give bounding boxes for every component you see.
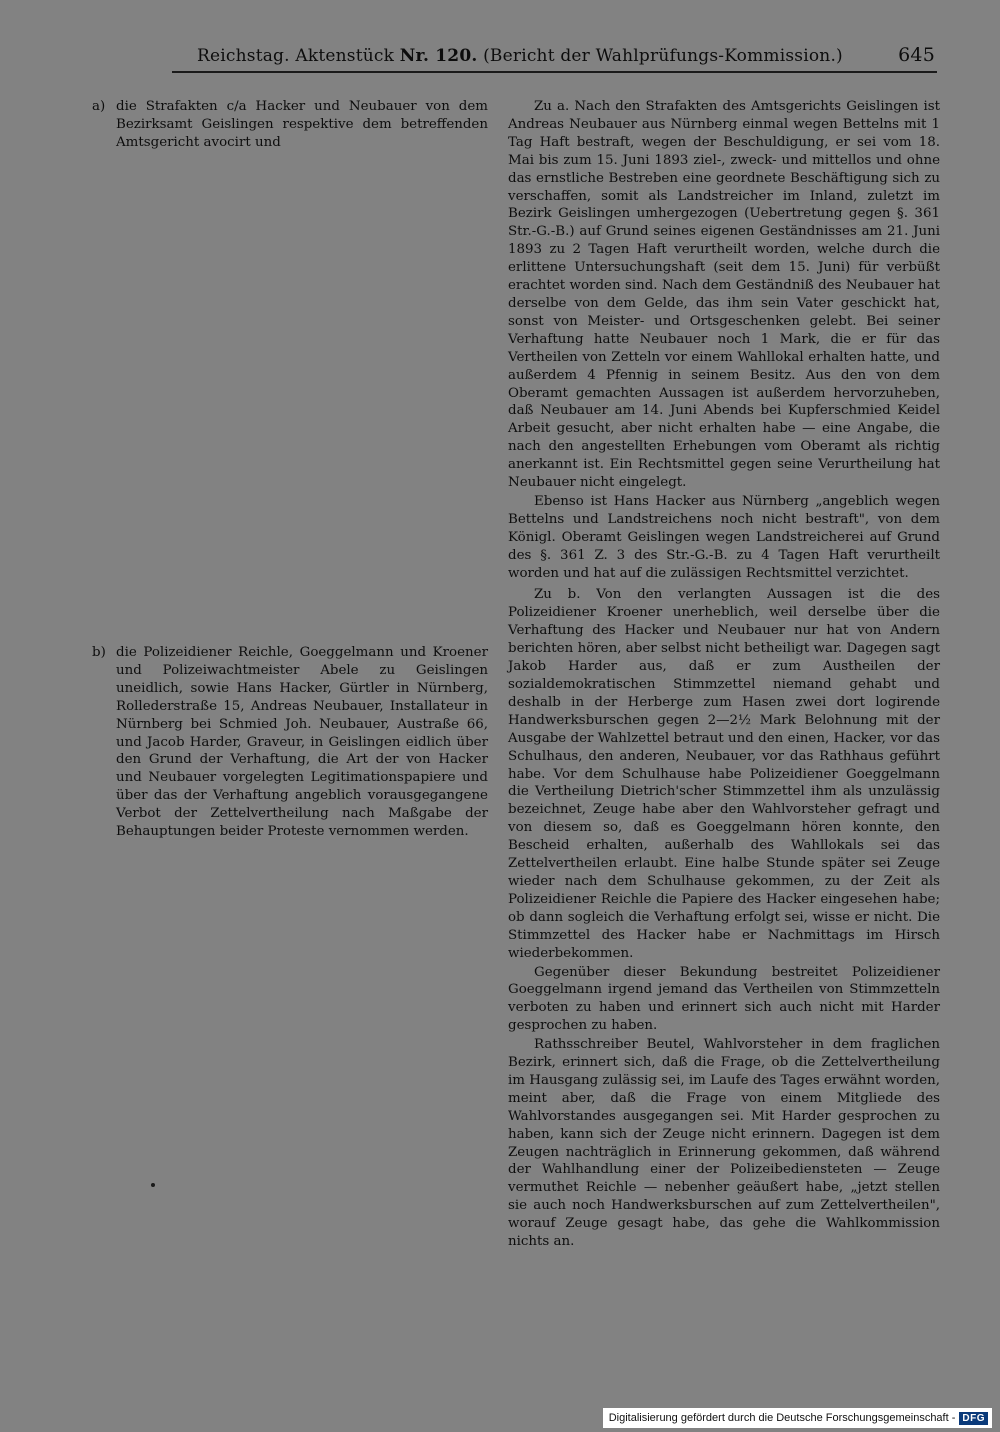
item-text: die Polizeidiener Reichle, Goeggelmann und Kroener und Polizeiwachtmeister Abele zu Geislingen uneidlich, sowie Hans Hacker, Gürtler in Nürnberg, Rollederstraße 15, Andreas Neubauer, Installateur in Nürnberg bei Schmied Joh. Neubauer, Austraße 66, und Jacob Harder, Graveur, in Geislingen eidlich über den Grund der Verhaftung, die Art der von Hacker und Neubauer vorgelegten Legitimationspapiere und über das der Verhaftung angeblich vorausgegangene Verbot der Zettelvertheilung nach Maßgabe der Behauptungen beider Proteste vernommen werden.	[116, 645, 488, 840]
item-marker: a)	[92, 99, 106, 114]
right-column	[508, 98, 940, 1251]
left-column-item-b	[92, 644, 488, 841]
header-document-number: Nr. 120.	[399, 46, 478, 66]
list-item	[92, 644, 488, 841]
running-header	[172, 44, 937, 72]
paragraph: Gegenüber dieser Bekundung bestreitet Polizeidiener Goeggelmann irgend jemand das Vertheilen von Stimmzetteln verboten zu haben und erinnert sich auch nicht mit Harder gesprochen zu haben.	[508, 964, 940, 1034]
header-prefix: Reichstag. Aktenstück	[197, 46, 400, 66]
left-column-item-a	[92, 98, 488, 152]
paragraph: Zu b. Von den verlangten Aussagen ist die des Polizeidiener Kroener unerheblich, weil derselbe über die Verhaftung des Hacker und Neubauer nur hat von Andern berichten hören, aber selbst nicht betheiligt war. Dagegen sagt Jakob Harder aus, daß er zum Austheilen der sozialdemokratischen Stimmzettel niemand gehabt und deshalb in der Herberge zum Hasen zwei dort logirende Handwerksburschen gegen 2—2½ Mark Belohnung mit der Ausgabe der Wahlzettel betraut und den einen, Hacker, vor das Schulhaus, den anderen, Neubauer, vor das Rathhaus geführt habe. Vor dem Schulhause habe Polizeidiener Goeggelmann die Vertheilung Dietrich'scher Stimmzettel ihm als unzulässig bezeichnet, Zeuge habe aber den Wahlvorsteher gefragt und von diesem so, daß es Goeggelmann hören konnte, den Bescheid erhalten, außerhalb des Wahllokals sei das Zettelvertheilen erlaubt. Eine halbe Stunde später sei Zeuge wieder nach dem Schulhause gekommen, zu der Zeit als Polizeidiener Reichle die Papiere des Hacker eingesehen habe; ob dann sogleich die Verhaftung erfolgt sei, wisse er nicht. Die Stimmzettel des Hacker habe er Nachmittags im Hirsch wiederbekommen.	[508, 587, 940, 961]
list-item	[92, 98, 488, 152]
paragraph: Ebenso ist Hans Hacker aus Nürnberg „angeblich wegen Bettelns und Landstreichens noch nicht bestraft", von dem Königl. Oberamt Geislingen wegen Landstreicherei auf Grund des §. 361 Z. 3 des Str.-G.-B. zu 4 Tagen Haft verurtheilt worden und hat auf die zulässigen Rechtsmittel verzichtet.	[508, 493, 940, 581]
digitization-footer	[603, 1408, 992, 1428]
header-title	[197, 46, 843, 66]
item-text: die Strafakten c/a Hacker und Neubauer von dem Bezirksamt Geislingen respektive dem betreffenden Amtsgericht avocirt und	[116, 99, 488, 150]
paragraph: Zu a. Nach den Strafakten des Amtsgerichts Geislingen ist Andreas Neubauer aus Nürnberg einmal wegen Bettelns mit 1 Tag Haft bestraft, wegen der Beschuldigung, er sei vom 18. Mai bis zum 15. Juni 1893 ziel-, zweck- und mittellos und ohne das ernstliche Bestreben eine geordnete Beschäftigung sich zu verschaffen, somit als Landstreicher im Inland, zuletzt im Bezirk Geislingen umhergezogen (Uebertretung gegen §. 361 Str.-G.-B.) auf Grund seines eigenen Geständnisses am 21. Juni 1893 zu 2 Tagen Haft verurtheilt worden, welche durch die erlittene Untersuchungshaft (seit dem 15. Juni) für verbüßt erachtet worden sind. Nach dem Geständniß des Neubauer hat derselbe von dem Gelde, das ihm sein Vater geschickt hat, sonst von Meister- und Ortsgeschenken gelebt. Bei seiner Verhaftung hatte Neubauer noch 1 Mark, die er für das Vertheilen von Zetteln vor einem Wahllokal erhalten hatte, und außerdem 4 Pfennig in seinem Besitz. Aus den von dem Oberamt gemachten Aussagen ist außerdem hervorzuheben, daß Neubauer am 14. Juni Abends bei Kupferschmied Keidel Arbeit gesucht, aber nicht erhalten habe — eine Angabe, die nach den angestellten Erhebungen vom Oberamt als richtig anerkannt ist. Ein Rechtsmittel gegen seine Verurtheilung hat Neubauer nicht eingelegt.	[508, 99, 940, 491]
header-rule	[172, 71, 937, 73]
header-suffix: (Bericht der Wahlprüfungs-Kommission.)	[477, 46, 843, 66]
stray-mark	[151, 1183, 155, 1187]
item-marker: b)	[92, 645, 106, 660]
page-number: 645	[898, 44, 935, 66]
footer-text: Digitalisierung gefördert durch die Deutsche Forschungsgemeinschaft -	[608, 1412, 956, 1424]
paragraph: Rathsschreiber Beutel, Wahlvorsteher in dem fraglichen Bezirk, erinnert sich, daß die Frage, ob die Zettelvertheilung im Hausgang zulässig sei, im Laufe des Tages erwähnt worden, meint aber, daß die Frage von einem Mitgliede des Wahlvorstandes ausgegangen sei. Mit Harder gesprochen zu haben, kann sich der Zeuge nicht erinnern. Dagegen ist dem Zeugen nachträglich in Erinnerung gekommen, daß während der Wahlhandlung einer der Polizeibediensteten — Zeuge vermuthet Reichle — nebenher geäußert habe, „jetzt stellen sie auch noch Handwerksburschen auf zum Zettelvertheilen", worauf Zeuge gesagt habe, das gehe die Wahlkommission nichts an.	[508, 1037, 940, 1250]
dfg-logo: DFG	[959, 1412, 988, 1425]
